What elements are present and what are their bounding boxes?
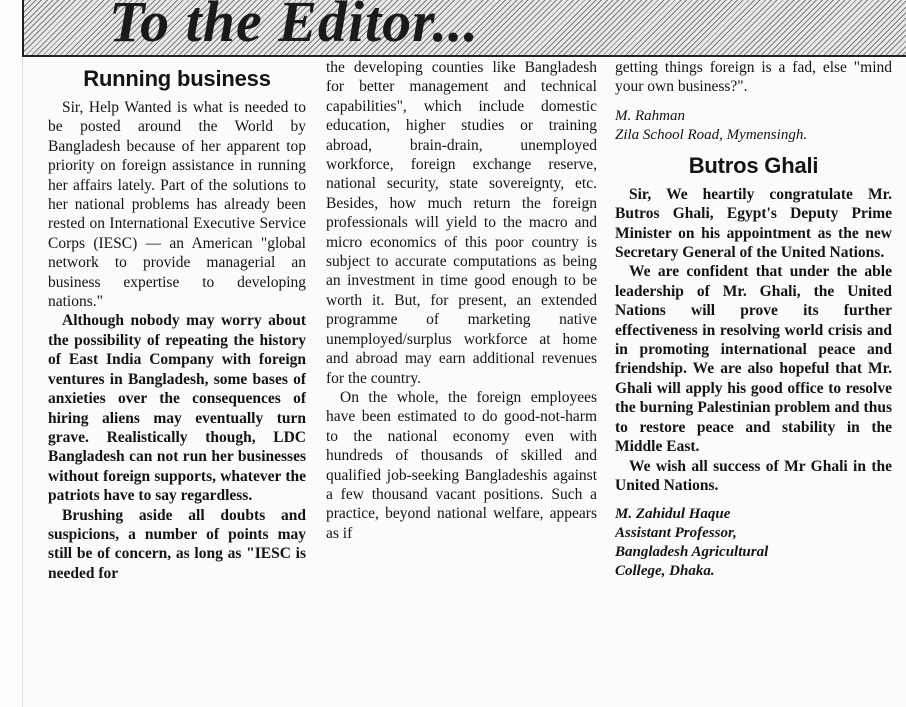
- letter-1-paragraph-4: the developing counties like Bangladesh for better management and technical capabilities", which include domestic education, higher studies or training abroad, brain-drain, unemployed workforce, foreign exchange reserve, national security, state sovereignty, etc. Besides, how much return the foreign professionals will yield to the macro and micro economics of this poor country is subject to accurate computations as being an investment in time good enough to be worth it. But, for present, an extended programme of marketing native unemployed/surplus workforce at home and abroad may earn additional revenues for the country.: [326, 59, 597, 387]
- column-3: [615, 58, 892, 698]
- column-1: [48, 66, 306, 696]
- letter-2-signature-name: M. Zahidul Haque: [615, 506, 731, 523]
- page-margin: [0, 0, 23, 707]
- letter-1-paragraph-2: Although nobody may worry about the possibility of repeating the history of East India Company with foreign ventures in Bangladesh, some bases of anxieties over the consequences of hiring aliens may eventually turn grave. Realistically though, LDC Bangladesh can not run her businesses without foreign supports, whatever the patriots have to say regardless.: [48, 312, 306, 505]
- letter-2-paragraph-3: We wish all success of Mr Ghali in the United Nations.: [615, 457, 892, 494]
- letter-1-paragraph-1: Sir, Help Wanted is what is needed to be posted around the World by Bangladesh because of her apparent top priority on foreign assistance in running her affairs lately. Part of the solutions to her national problems has already been rested on International Executive Service Corps (IESC) — an American "global network to provide managerial an business expertise to developing nations.": [48, 99, 306, 311]
- letter-2-paragraph-2: We are confident that under the able leadership of Mr. Ghali, the United Nations will prove its further effectiveness in resolving world crisis and in promoting international peace and friendship. We are also hopeful that Mr. Ghali will apply his good office to resolve the burning Palestinian problem and thus to restore peace and stability in the Middle East.: [615, 263, 892, 456]
- letter-2-signature-title: Assistant Professor,: [615, 525, 737, 542]
- letter-2-paragraph-1: Sir, We heartily congratulate Mr. Butros Ghali, Egypt's Deputy Prime Minister on his appointment as the new Secretary General of the United Nations.: [615, 185, 892, 262]
- letter-1-paragraph-3: Brushing aside all doubts and suspicions, a number of points may still be of concern, as long as "IESC is needed for: [48, 506, 306, 582]
- letter-2-signature-institution: Bangladesh Agricultural: [615, 544, 769, 561]
- letter-1-signature-name: M. Rahman: [615, 107, 685, 124]
- letter-1-signature: [615, 107, 892, 145]
- letter-1-headline: Running business: [83, 66, 271, 91]
- section-banner: [22, 0, 906, 57]
- letter-2-headline: Butros Ghali: [688, 152, 819, 178]
- column-2: [326, 58, 597, 698]
- letter-2-signature: [615, 505, 892, 581]
- section-title: To the Editor...: [109, 0, 480, 54]
- letter-2-signature-place: College, Dhaka.: [615, 563, 715, 580]
- letter-1-paragraph-6: getting things foreign is a fad, else "mind your own business?".: [615, 59, 892, 96]
- letter-1-signature-address: Zila School Road, Mymensingh.: [615, 126, 808, 143]
- letter-1-paragraph-5: On the whole, the foreign employees have been estimated to do good-not-harm to the national economy even with hundreds of thousands of skilled and qualified job-seeking Bangladeshis against a few thousand vacant positions. Such a practice, beyond national welfare, appears as if: [326, 388, 597, 542]
